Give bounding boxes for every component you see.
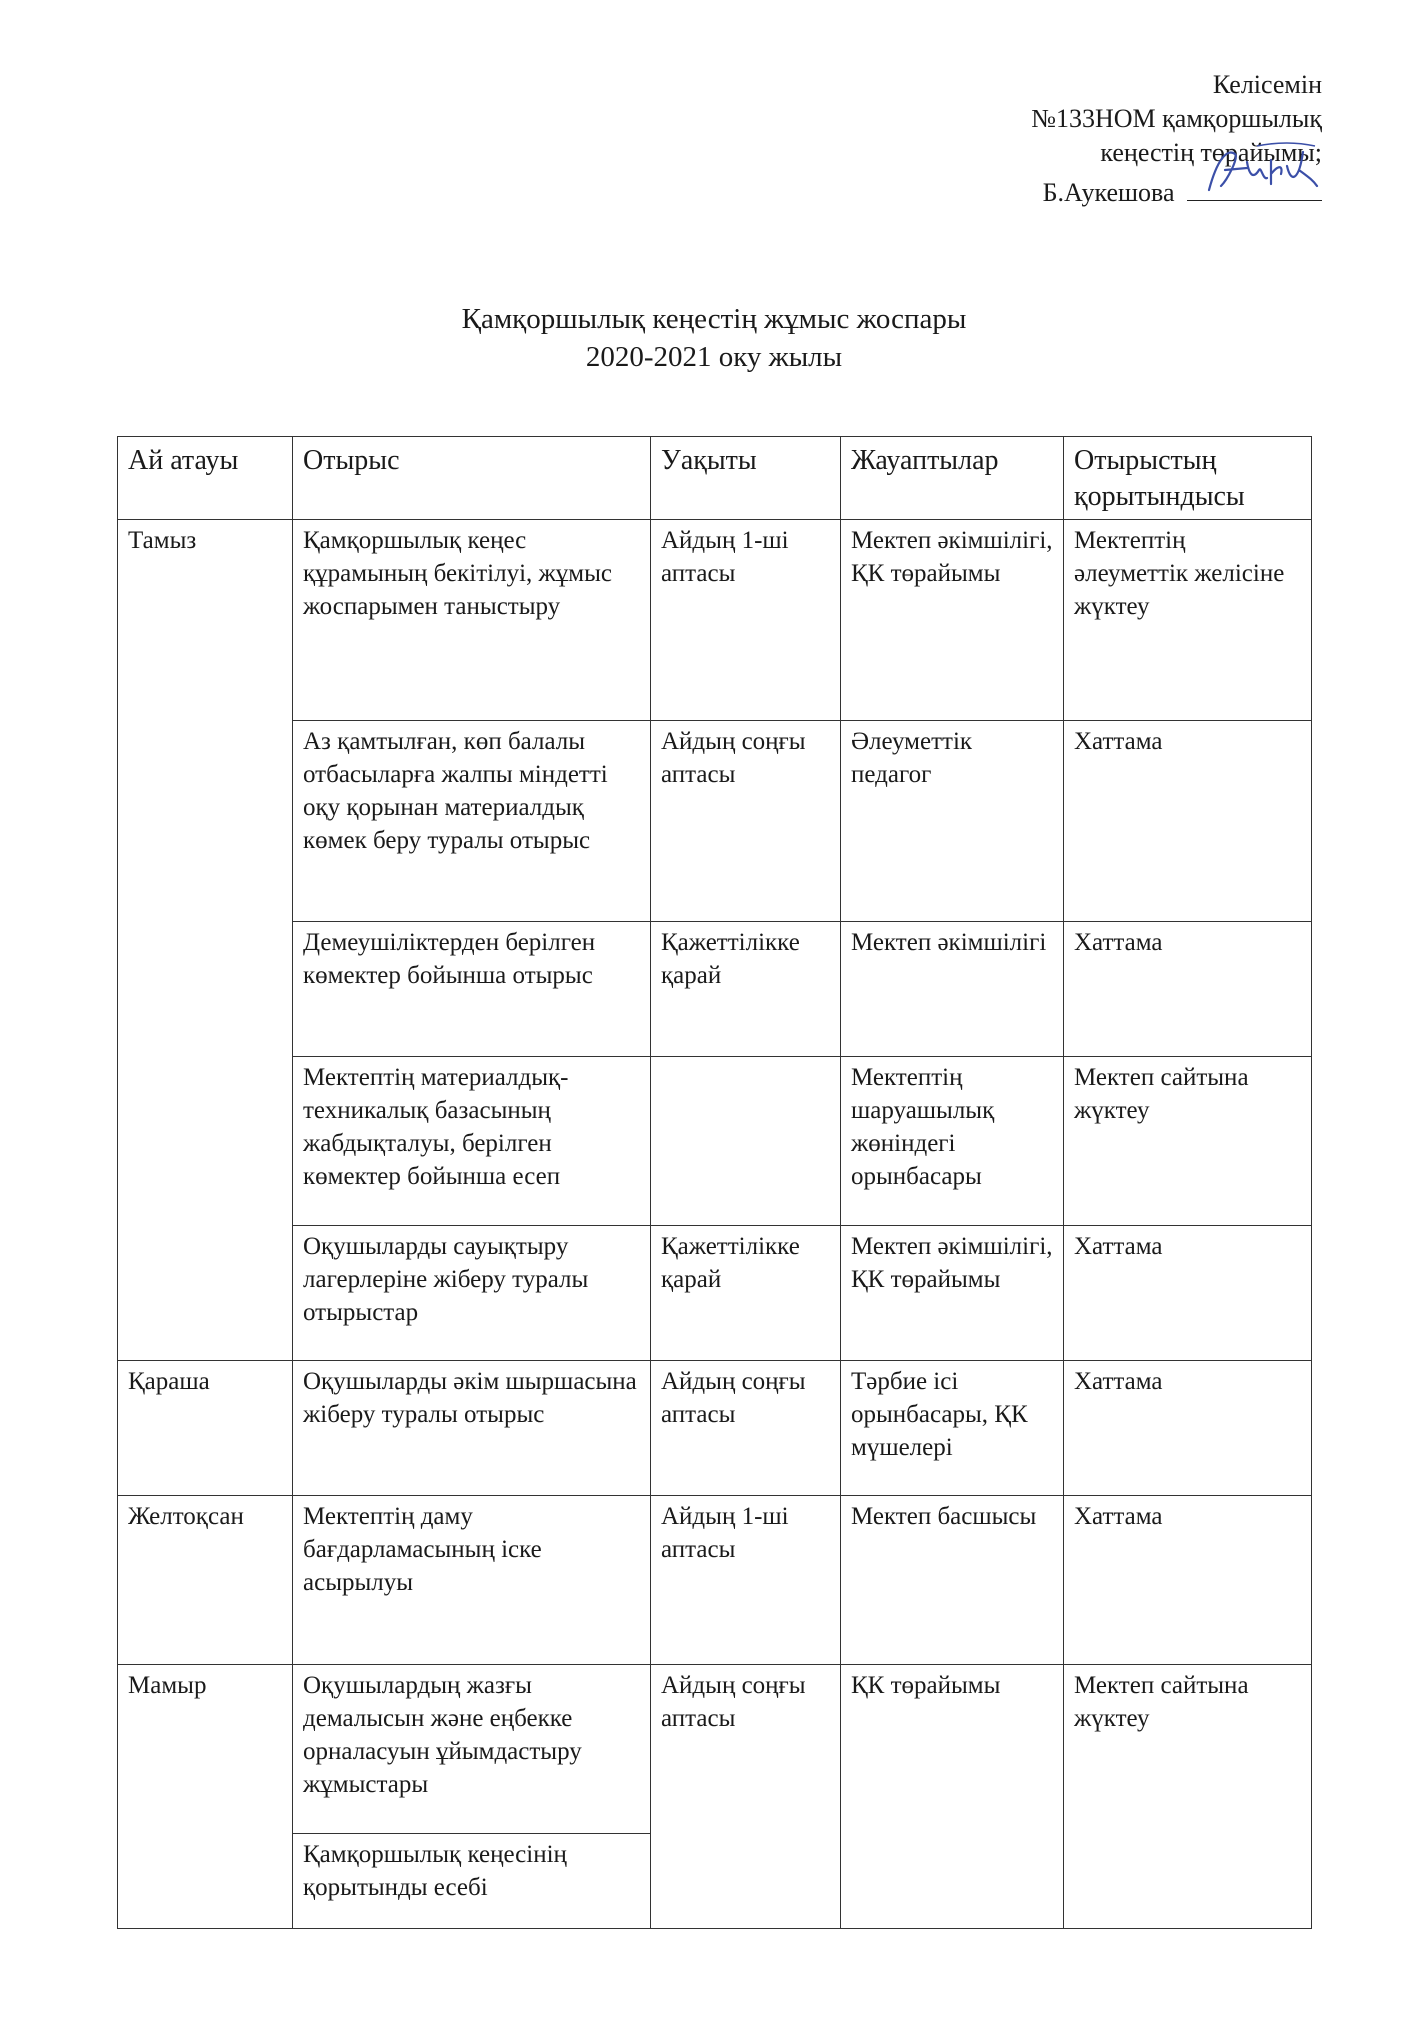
title-main: Қамқоршылық кеңестің жұмыс жоспары bbox=[461, 303, 967, 335]
header-responsible: Жауаптылар bbox=[841, 437, 1064, 520]
cell-time: Қажеттілікке қарай bbox=[651, 1226, 841, 1361]
cell-meeting: Оқушыларды әкім шыршасына жіберу туралы отырыс bbox=[293, 1361, 651, 1496]
header-result: Отырыстың қорытындысы bbox=[1064, 437, 1312, 520]
cell-responsible: Мектептің шаруашылық жөніндегі орынбасары bbox=[841, 1057, 1064, 1226]
table-row bbox=[118, 1361, 1312, 1496]
cell-responsible: Мектеп әкімшілігі, ҚК төрайымы bbox=[841, 1226, 1064, 1361]
cell-time: Айдың соңғы аптасы bbox=[651, 1665, 841, 1929]
header-month: Ай атауы bbox=[118, 437, 293, 520]
cell-result: Хаттама bbox=[1064, 721, 1312, 922]
signature-line bbox=[1187, 170, 1322, 201]
table-row bbox=[118, 922, 1312, 1057]
cell-meeting: Аз қамтылған, көп балалы отбасыларға жалпы міндетті оқу қорынан материалдық көмек беру туралы отырыс bbox=[293, 721, 651, 922]
cell-meeting: Оқушылардың жазғы демалысын және еңбекке орналасуын ұйымдастыру жұмыстары bbox=[293, 1665, 651, 1834]
cell-result: Мектеп сайтына жүктеу bbox=[1064, 1665, 1312, 1929]
cell-time: Қажеттілікке қарай bbox=[651, 922, 841, 1057]
cell-time bbox=[651, 1057, 841, 1226]
document-title bbox=[0, 300, 1428, 376]
cell-month: Қараша bbox=[118, 1361, 293, 1496]
table-row bbox=[118, 1226, 1312, 1361]
approver-name: Б.Аукешова bbox=[1042, 178, 1175, 207]
cell-time: Айдың 1-ші аптасы bbox=[651, 520, 841, 721]
cell-result: Хаттама bbox=[1064, 1361, 1312, 1496]
approval-block bbox=[1031, 68, 1322, 210]
cell-time: Айдың 1-ші аптасы bbox=[651, 1496, 841, 1665]
cell-result: Мектеп сайтына жүктеу bbox=[1064, 1057, 1312, 1226]
cell-result: Хаттама bbox=[1064, 922, 1312, 1057]
table-row bbox=[118, 1057, 1312, 1226]
approval-organization: №133НОМ қамқоршылық bbox=[1031, 104, 1322, 133]
cell-month: Тамыз bbox=[118, 520, 293, 1361]
cell-time: Айдың соңғы аптасы bbox=[651, 721, 841, 922]
cell-meeting: Қамқоршылық кеңесінің қорытынды есебі bbox=[293, 1834, 651, 1929]
table-row bbox=[118, 1665, 1312, 1834]
cell-result: Хаттама bbox=[1064, 1226, 1312, 1361]
table-row bbox=[118, 721, 1312, 922]
cell-month: Желтоқсан bbox=[118, 1496, 293, 1665]
cell-meeting: Мектептің даму бағдарламасының іске асырылуы bbox=[293, 1496, 651, 1665]
signature-icon bbox=[1187, 140, 1322, 200]
table-row bbox=[118, 1496, 1312, 1665]
approval-position: кеңестің төрайымы; bbox=[1100, 138, 1322, 167]
cell-meeting: Қамқоршылық кеңес құрамының бекітілуі, жұмыс жоспарымен таныстыру bbox=[293, 520, 651, 721]
cell-responsible: Мектеп басшысы bbox=[841, 1496, 1064, 1665]
cell-meeting: Оқушыларды сауықтыру лагерлеріне жіберу туралы отырыстар bbox=[293, 1226, 651, 1361]
cell-responsible: ҚК төрайымы bbox=[841, 1665, 1064, 1929]
cell-result: Мектептің әлеуметтік желісіне жүктеу bbox=[1064, 520, 1312, 721]
approval-heading: Келісемін bbox=[1212, 70, 1322, 99]
cell-responsible: Мектеп әкімшілігі, ҚК төрайымы bbox=[841, 520, 1064, 721]
cell-responsible: Тәрбие ісі орынбасары, ҚК мүшелері bbox=[841, 1361, 1064, 1496]
cell-time: Айдың соңғы аптасы bbox=[651, 1361, 841, 1496]
cell-month: Мамыр bbox=[118, 1665, 293, 1929]
cell-responsible: Мектеп әкімшілігі bbox=[841, 922, 1064, 1057]
cell-result: Хаттама bbox=[1064, 1496, 1312, 1665]
cell-responsible: Әлеуметтік педагог bbox=[841, 721, 1064, 922]
table-row bbox=[118, 520, 1312, 721]
cell-meeting: Демеушіліктерден берілген көмектер бойынша отырыс bbox=[293, 922, 651, 1057]
header-meeting: Отырыс bbox=[293, 437, 651, 520]
header-time: Уақыты bbox=[651, 437, 841, 520]
table-header-row bbox=[118, 437, 1312, 520]
title-year: 2020-2021 оку жылы bbox=[585, 341, 843, 373]
cell-meeting: Мектептің материалдық-техникалық базасының жабдықталуы, берілген көмектер бойынша есеп bbox=[293, 1057, 651, 1226]
work-plan-table bbox=[117, 436, 1312, 1929]
